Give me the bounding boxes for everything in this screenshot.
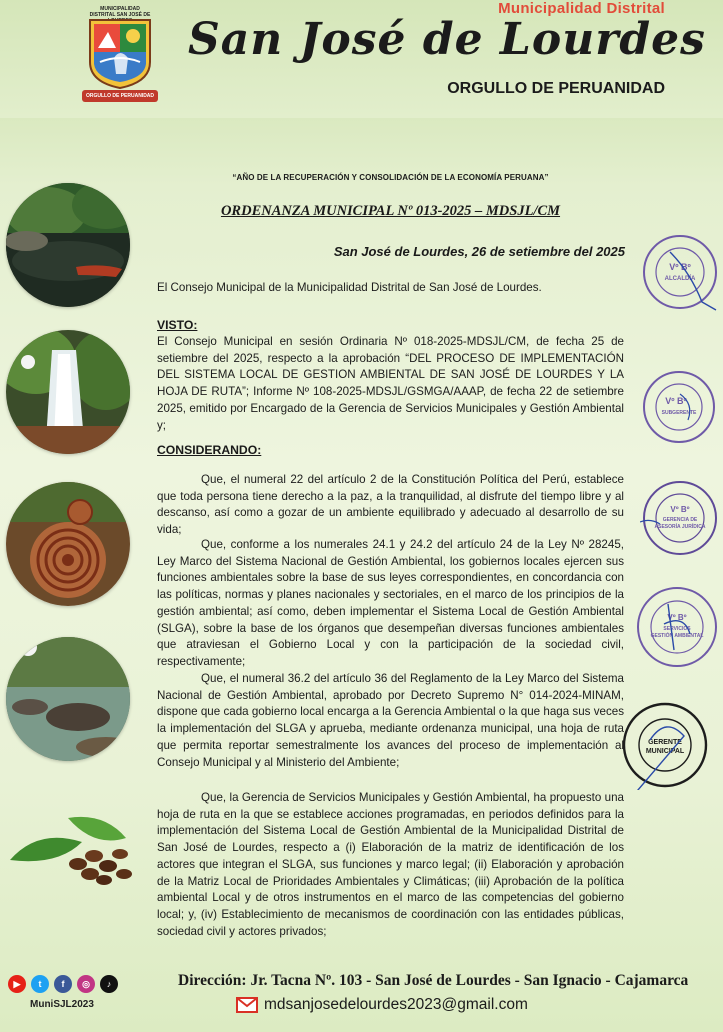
alcaldia-stamp — [640, 232, 720, 312]
mail-icon — [236, 997, 258, 1013]
svg-text:Vº Bº: Vº Bº — [667, 613, 687, 622]
address: Dirección: Jr. Tacna Nº. 103 - San José de Lourdes - San Ignacio - Cajamarca — [178, 972, 689, 989]
twitter-icon[interactable]: t — [31, 975, 49, 993]
svg-text:ALCALDÍA: ALCALDÍA — [664, 276, 696, 282]
header-motto: ORGULLO DE PERUANIDAD — [447, 80, 665, 97]
crest-shield-icon — [86, 18, 154, 90]
svg-text:GESTIÓN AMBIENTAL: GESTIÓN AMBIENTAL — [650, 633, 704, 639]
svg-text:SUBGERENTE: SUBGERENTE — [661, 410, 697, 416]
youtube-icon[interactable]: ▶ — [8, 975, 26, 993]
instagram-icon[interactable]: ◎ — [77, 975, 95, 993]
considerando-heading: CONSIDERANDO: — [157, 443, 262, 457]
svg-text:MUNICIPAL: MUNICIPAL — [645, 748, 685, 755]
considerando-paragraph-4: Que, la Gerencia de Servicios Municipales y Gestión Ambiental, ha propuesto una hoja de ruta en la que se establece acciones programadas, en periodos definidos para la implementación del Sistema Local de Gestión Ambiental de la Municipalidad Distrital de San José de Lourdes, respecto a (i) Elaboración de la matriz de identificación de los actores que integran el SLGA, sus funciones y marco legal; (ii) Elaboración y aprobación de la Matriz Local de Prioridades Ambientales y Climáticas; (iii) Aprobación de la política ambiental Local y de otros instrumentos en el marco de las competencias del gobierno local; y, (iv) Establecimiento de mecanismos de coordinación con las entidades públicas, sociedad civil y actores privados; — [157, 791, 624, 938]
crest-top-text: MUNICIPALIDAD DISTRITAL SAN JOSÉ DE — [89, 6, 151, 18]
svg-text:GERENTE: GERENTE — [648, 739, 682, 746]
tiktok-icon[interactable]: ♪ — [100, 975, 118, 993]
visto-heading: VISTO: — [157, 318, 198, 332]
gerente-municipal-stamp — [620, 700, 710, 790]
svg-text:GERENCIA DE: GERENCIA DE — [662, 517, 698, 523]
crest-ribbon: ORGULLO DE PERUANIDAD — [82, 90, 158, 102]
svg-text:Vº Bº: Vº Bº — [670, 505, 690, 514]
social-handle: MuniSJL2023 — [30, 999, 94, 1010]
river-photo — [6, 183, 130, 307]
coffee-beans-image — [8, 808, 138, 898]
svg-text:Vº Bº: Vº Bº — [665, 396, 687, 406]
svg-text:SERVICIOS: SERVICIOS — [663, 626, 691, 632]
subgerente-stamp — [640, 368, 718, 446]
considerando-paragraph-1: Que, el numeral 22 del artículo 2 de la Constitución Política del Perú, establece que toda persona tiene derecho a la paz, a la tranquilidad, al disfrute del tiempo libre y al descanso, así como a gozar de un ambiente equilibrado y adecuado al desarrollo de su vida; — [157, 473, 624, 537]
year-motto: “AÑO DE LA RECUPERACIÓN Y CONSOLIDACIÓN DE LA ECONOMÍA PERUANA” — [232, 173, 549, 182]
considerando-paragraph-2: Que, conforme a los numerales 24.1 y 24.2 del artículo 24 de la Ley Nº 28245, Ley Marco del Sistema Nacional de Gestión Ambiental, los gobiernos locales ejercen sus funciones ambientales sobre la base de sus leyes correspondientes, en concordancia con las políticas, normas y planes nacionales y sectoriales, en el marco de los principios de la gestión ambiental; así como, deben implementar el Sistema Local de Gestión Ambiental (SLGA), sobre la base de los órganos que desempeñan diversas funciones ambientales que atraviesan el Gobierno Local y con la participación de la sociedad civil, respectivamente; — [157, 538, 624, 668]
municipal-crest — [82, 4, 158, 102]
social-icons — [8, 975, 118, 993]
email-link[interactable]: mdsanjosedelourdes2023@gmail.com — [264, 996, 528, 1013]
asesoria-juridica-stamp — [640, 478, 720, 558]
waterfall-photo — [6, 330, 130, 454]
facebook-icon[interactable]: f — [54, 975, 72, 993]
svg-text:Vº Bº: Vº Bº — [669, 262, 691, 272]
document-date: San José de Lourdes, 26 de setiembre del 2025 — [333, 244, 625, 259]
municipality-label: Municipalidad Distrital — [498, 0, 665, 17]
svg-text:ASESORÍA JURÍDICA: ASESORÍA JURÍDICA — [654, 524, 706, 530]
spiral-sculpture-photo — [6, 482, 130, 606]
town-name: San José de Lourdes — [188, 14, 706, 65]
letterhead — [0, 0, 723, 118]
lake-rocks-photo — [6, 637, 130, 761]
ordinance-title: ORDENANZA MUNICIPAL Nº 013-2025 – MDSJL/CM — [220, 203, 561, 219]
gestion-ambiental-stamp — [634, 584, 720, 670]
visto-paragraph: El Consejo Municipal en sesión Ordinaria Nº 018-2025-MDSJL/CM, de fecha 25 de setiembre del 2025, respecto a la aprobación “DEL PROCESO DE IMPLEMENTACIÓN DEL SISTEMA LOCAL DE GESTION AMBIENTAL DE SAN JOSÉ DE LOURDES Y LA HOJA DE RUTA”; Informe Nº 108-2025-MDSJL/GSMGA/AAAP, de fecha 22 de setiembre 2025, emitido por Encargado de la Gerencia de Servicios Municipales y Gestión Ambiental y; — [157, 335, 624, 432]
considerando-paragraph-3: Que, el numeral 36.2 del artículo 36 del Reglamento de la Ley Marco del Sistema Nacional de Gestión Ambiental, aprobado por Decreto Supremo N° 014-2024-MINAM, dispone que cada gobierno local encarga a la Gerencia Ambiental o la que haga sus veces la implementación del SLGA y aprueba, mediante ordenanza municipal, una hoja de ruta que permita reportar semestralmente los avances del proceso de implementación al Consejo Municipal y al Ministerio del Ambiente; — [157, 672, 624, 769]
intro-paragraph: El Consejo Municipal de la Municipalidad Distrital de San José de Lourdes. — [157, 281, 542, 294]
